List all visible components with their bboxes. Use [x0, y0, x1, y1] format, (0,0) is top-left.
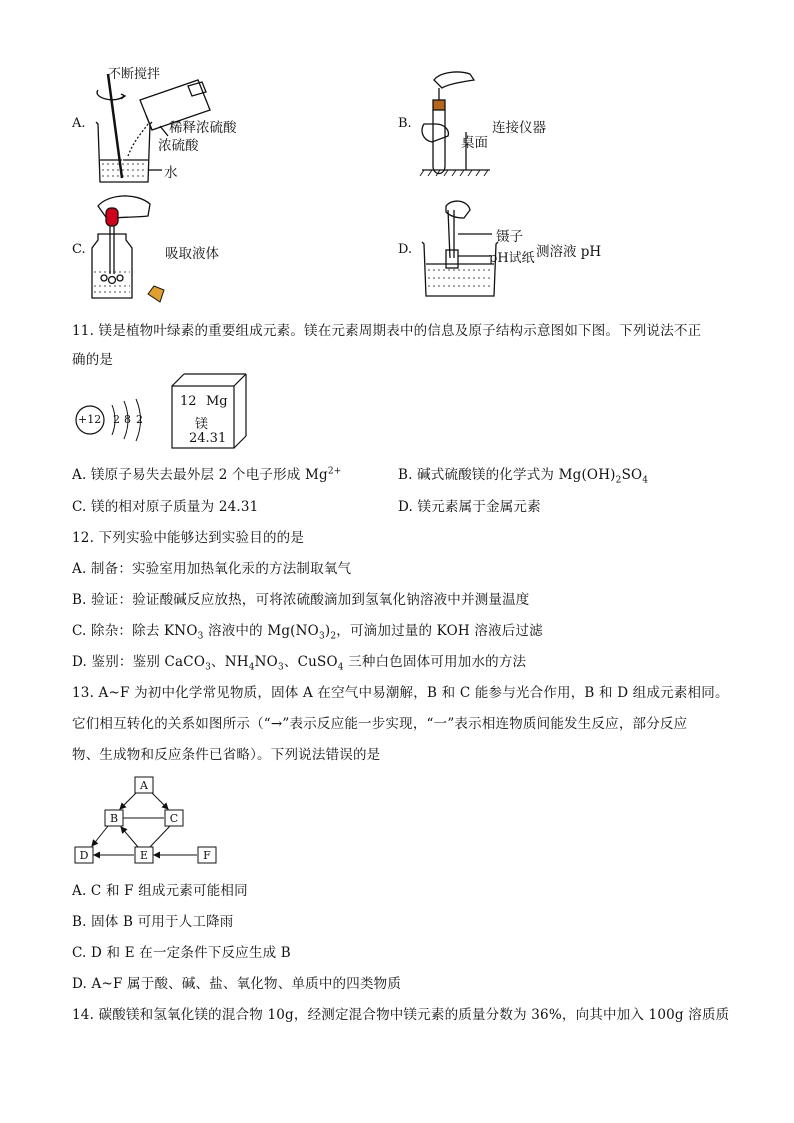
q12-option-b[interactable]: B. 验证：验证酸碱反应放热，可将浓硫酸滴加到氢氧化钠溶液中并测量温度 [72, 592, 530, 608]
node-label-a: A [140, 779, 148, 792]
node-label-e: E [139, 849, 149, 862]
q13-stem-line1: 13. A~F 为初中化学常见物质，固体 A 在空气中易潮解，B 和 C 能参与光合作用，B 和 D 组成元素相同。 [72, 685, 729, 701]
q14-stem-line1: 14. 碳酸镁和氢氧化镁的混合物 10g，经测定混合物中镁元素的质量分数为 36%，向其中加入 100g 溶质质 [72, 1007, 730, 1023]
q11-option-d[interactable]: D. 镁元素属于金属元素 [398, 499, 541, 515]
node-label-b: B [109, 812, 119, 825]
atom-shell-2: 8 [124, 413, 131, 426]
q13-stem-line3: 物、生成物和反应条件已省略）。下列说法错误的是 [72, 747, 381, 763]
q12-stem: 12. 下列实验中能够达到实验目的的是 [72, 530, 305, 546]
q12-option-c[interactable]: C. 除杂：除去 $KNO_3$ 溶液中的 $Mg(NO_3)_2$，可滴加过量的 KOH 溶液后过滤 [72, 623, 543, 642]
q13-option-d[interactable]: D. A~F 属于酸、碱、盐、氧化物、单质中的四类物质 [72, 976, 402, 992]
label-stirring: 不断搅拌 [108, 67, 161, 82]
label-draw-liquid: 吸取液体 [165, 246, 219, 262]
q12-option-a[interactable]: A. 制备：实验室用加热氧化汞的方法制取氧气 [72, 561, 352, 577]
atom-nucleus: +12 [78, 413, 102, 426]
q13-option-c[interactable]: C. D 和 E 在一定条件下反应生成 B [72, 945, 291, 961]
label-tweezers: 镊子 [496, 229, 523, 245]
element-name: 镁 [195, 417, 209, 432]
option-letter-d: D. [398, 242, 413, 257]
label-desk: 桌面 [461, 135, 488, 151]
atom-shell-3: 2 [136, 413, 143, 426]
draw-liquid-diagram [88, 190, 168, 308]
element-mass: 24.31 [189, 431, 227, 446]
element-atomic-number: 12 [180, 394, 197, 409]
node-label-d: D [79, 849, 89, 862]
q11-option-a[interactable]: A. 镁原子易失去最外层 2 个电子形成 $Mg^{2+}$ [72, 466, 342, 483]
q11-option-c[interactable]: C. 镁的相对原子质量为 24.31 [72, 499, 259, 515]
option-letter-a: A. [72, 116, 86, 131]
atom-shell-1: 2 [113, 413, 120, 426]
q13-option-b[interactable]: B. 固体 B 可用于人工降雨 [72, 914, 234, 930]
q11-stem-line1: 11. 镁是植物叶绿素的重要组成元素。镁在元素周期表中的信息及原子结构示意图如下图。下列说法不正 [72, 323, 702, 339]
q11-option-b[interactable]: B. 碱式硫酸镁的化学式为 $Mg(OH)_2SO_4$ [398, 467, 649, 486]
label-conc-acid: 浓硫酸 [158, 138, 199, 154]
label-ph-paper: pH试纸 [489, 251, 535, 266]
label-connect-apparatus: 连接仪器 [492, 120, 546, 136]
q12-option-d[interactable]: D. 鉴别：鉴别 CaCO$_3$、$NH_4NO_3$、CuSO$_4$ 三种白色固体可用加水的方法 [72, 654, 527, 673]
q13-option-a[interactable]: A. C 和 F 组成元素可能相同 [72, 883, 248, 899]
element-symbol: Mg [206, 394, 228, 409]
label-measure-ph: 测溶液 pH [536, 244, 602, 260]
relation-diagram [72, 775, 222, 867]
option-letter-b: B. [398, 116, 412, 131]
q13-stem-line2: 它们相互转化的关系如图所示（“→”表示反应能一步实现，“一”表示相连物质间能发生反应，部分反应 [72, 716, 688, 732]
node-label-f: F [203, 849, 211, 862]
option-letter-c: C. [72, 242, 86, 257]
node-label-c: C [169, 812, 179, 825]
connect-apparatus-diagram [418, 66, 498, 182]
label-water: 水 [164, 165, 178, 181]
q11-stem-line2: 确的是 [72, 352, 114, 368]
label-dilute-acid: 稀释浓硫酸 [169, 120, 237, 136]
